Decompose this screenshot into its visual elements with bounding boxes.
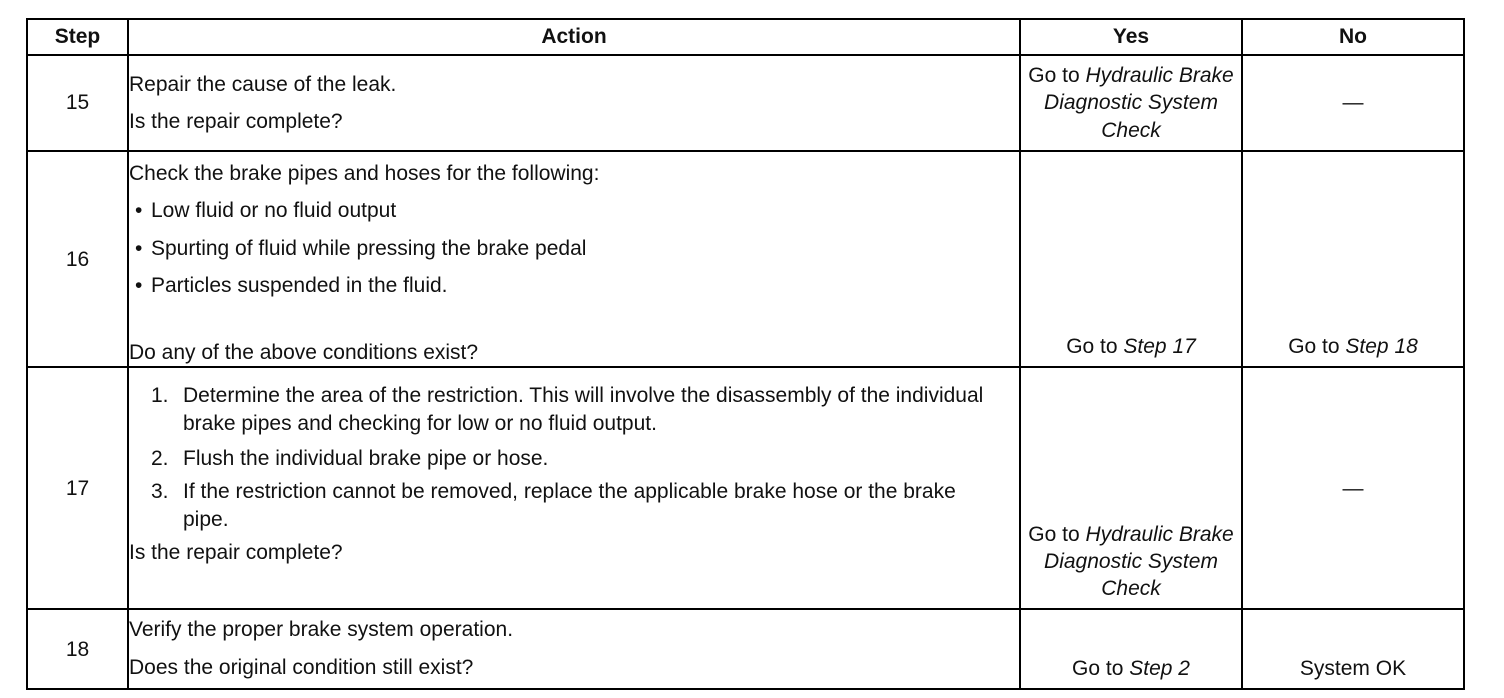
step-number: 16 (27, 151, 128, 367)
no-prefix: Go to (1288, 335, 1340, 359)
header-no: No (1242, 19, 1464, 55)
numbered-item (129, 445, 1019, 472)
action-question: Do any of the above conditions exist? (129, 341, 479, 365)
yes-link: Hydraulic Brake Diagnostic System Check (1044, 64, 1234, 142)
step-number: 17 (27, 367, 128, 609)
action-cell (128, 367, 1020, 609)
item-number: 1. (151, 384, 169, 408)
numbered-item (129, 382, 1019, 437)
action-question: Is the repair complete? (129, 540, 343, 564)
action-cell (128, 609, 1020, 689)
table-row (27, 367, 1464, 609)
yes-cell (1020, 367, 1242, 609)
yes-prefix: Go to (1028, 522, 1080, 546)
diagnostic-table (26, 18, 1465, 690)
action-question: Is the repair complete? (129, 110, 343, 133)
item-number: 2. (151, 447, 169, 471)
action-cell (128, 151, 1020, 367)
yes-prefix: Go to (1028, 64, 1080, 88)
no-link: Step 18 (1345, 335, 1418, 359)
yes-cell (1020, 609, 1242, 689)
action-cell (128, 55, 1020, 151)
yes-cell (1020, 151, 1242, 367)
action-text: Check the brake pipes and hoses for the following: (129, 162, 600, 185)
table-row (27, 55, 1464, 151)
header-step: Step (27, 19, 128, 55)
action-text: Repair the cause of the leak. (129, 72, 397, 96)
no-cell (1242, 55, 1464, 151)
yes-link: Step 2 (1129, 657, 1190, 681)
item-number: 3. (151, 480, 169, 504)
yes-prefix: Go to (1072, 657, 1124, 681)
bullet-item: • Spurting of fluid while pressing the brake pedal (129, 235, 1019, 262)
yes-link: Step 17 (1123, 335, 1196, 359)
header-yes: Yes (1020, 19, 1242, 55)
no-value: System OK (1299, 657, 1407, 681)
numbered-item (129, 478, 1019, 533)
item-text: If the restriction cannot be removed, replace the applicable brake hose or the brake pipe. (183, 480, 956, 531)
no-value: — (1342, 476, 1364, 500)
action-text: Verify the proper brake system operation. (129, 618, 514, 642)
step-number: 18 (27, 609, 128, 689)
header-row (27, 19, 1464, 55)
yes-prefix: Go to (1066, 335, 1118, 359)
header-action: Action (128, 19, 1020, 55)
no-cell (1242, 609, 1464, 689)
item-text: Determine the area of the restriction. This will involve the disassembly of the individual brake pipes and checking for low or no fluid output. (183, 384, 984, 435)
action-question: Does the original condition still exist? (129, 655, 474, 679)
no-cell (1242, 367, 1464, 609)
yes-link: Hydraulic Brake Diagnostic System Check (1044, 522, 1234, 601)
step-number: 15 (27, 55, 128, 151)
item-text: Flush the individual brake pipe or hose. (183, 447, 549, 471)
no-cell (1242, 151, 1464, 367)
table-row (27, 609, 1464, 689)
bullet-item: • Low fluid or no fluid output (129, 197, 1019, 224)
table-row (27, 151, 1464, 367)
no-value: — (1342, 91, 1364, 115)
yes-cell (1020, 55, 1242, 151)
bullet-item: • Particles suspended in the fluid. (129, 272, 1019, 299)
